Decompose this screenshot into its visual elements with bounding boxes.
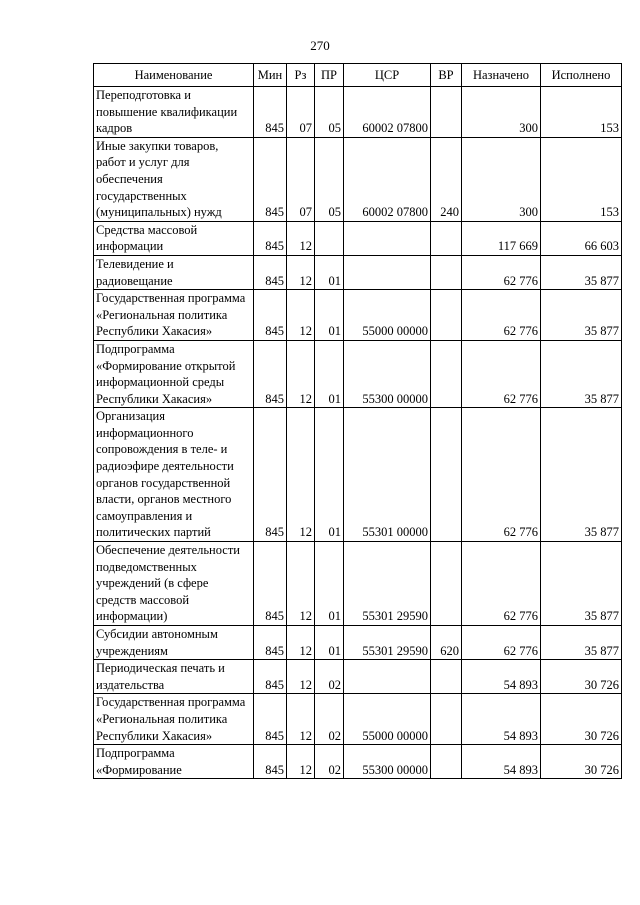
row-vr: 240 (431, 137, 462, 221)
table-row (94, 660, 622, 694)
row-min: 845 (254, 255, 287, 289)
row-assigned: 300 (462, 87, 541, 138)
row-assigned: 62 776 (462, 340, 541, 407)
table-row (94, 626, 622, 660)
row-executed: 35 877 (541, 340, 622, 407)
row-name: Обеспечение деятельности подведомственных учреждений (в сфере средств массовой информации) (94, 542, 254, 626)
budget-table (93, 63, 622, 779)
row-assigned: 62 776 (462, 290, 541, 341)
table-row (94, 290, 622, 341)
row-pr: 01 (315, 255, 344, 289)
row-name: Периодическая печать и издательства (94, 660, 254, 694)
table-header (94, 64, 622, 87)
row-executed: 153 (541, 137, 622, 221)
row-vr (431, 221, 462, 255)
row-pr (315, 221, 344, 255)
row-csr (344, 255, 431, 289)
page-number: 270 (310, 38, 330, 53)
row-pr: 02 (315, 694, 344, 745)
row-vr: 620 (431, 626, 462, 660)
row-assigned: 62 776 (462, 255, 541, 289)
row-csr: 60002 07800 (344, 87, 431, 138)
row-min: 845 (254, 408, 287, 542)
row-min: 845 (254, 694, 287, 745)
header-name: Наименование (94, 64, 254, 87)
row-assigned: 300 (462, 137, 541, 221)
row-csr: 55300 00000 (344, 745, 431, 779)
row-rz: 12 (287, 626, 315, 660)
row-csr: 55000 00000 (344, 290, 431, 341)
row-name: Средства массовой информации (94, 221, 254, 255)
row-executed: 35 877 (541, 542, 622, 626)
row-min: 845 (254, 87, 287, 138)
row-csr: 55300 00000 (344, 340, 431, 407)
row-name: Телевидение и радиовещание (94, 255, 254, 289)
row-assigned: 117 669 (462, 221, 541, 255)
row-pr: 02 (315, 660, 344, 694)
row-csr: 55000 00000 (344, 694, 431, 745)
row-executed: 35 877 (541, 255, 622, 289)
row-rz: 12 (287, 542, 315, 626)
row-name: Иные закупки товаров, работ и услуг для обеспечения государственных (муниципальных) нужд (94, 137, 254, 221)
row-min: 845 (254, 660, 287, 694)
row-name: Субсидии автономным учреждениям (94, 626, 254, 660)
row-rz: 12 (287, 290, 315, 341)
row-min: 845 (254, 290, 287, 341)
table-row (94, 221, 622, 255)
row-rz: 07 (287, 137, 315, 221)
row-pr: 02 (315, 745, 344, 779)
row-rz: 12 (287, 221, 315, 255)
header-pr: ПР (315, 64, 344, 87)
row-pr: 05 (315, 87, 344, 138)
row-csr: 55301 00000 (344, 408, 431, 542)
row-executed: 35 877 (541, 626, 622, 660)
row-vr (431, 745, 462, 779)
header-rz: Рз (287, 64, 315, 87)
row-executed: 30 726 (541, 745, 622, 779)
row-vr (431, 660, 462, 694)
row-name: Государственная программа «Региональная политика Республики Хакасия» (94, 694, 254, 745)
table-body (94, 87, 622, 779)
header-assigned: Назначено (462, 64, 541, 87)
row-vr (431, 340, 462, 407)
row-vr (431, 87, 462, 138)
row-vr (431, 255, 462, 289)
row-assigned: 54 893 (462, 660, 541, 694)
row-vr (431, 290, 462, 341)
header-csr: ЦСР (344, 64, 431, 87)
row-executed: 30 726 (541, 660, 622, 694)
row-pr: 01 (315, 542, 344, 626)
row-name: Государственная программа «Региональная политика Республики Хакасия» (94, 290, 254, 341)
row-pr: 01 (315, 408, 344, 542)
row-rz: 12 (287, 255, 315, 289)
row-executed: 153 (541, 87, 622, 138)
row-assigned: 54 893 (462, 694, 541, 745)
row-name: Переподготовка и повышение квалификации кадров (94, 87, 254, 138)
row-csr: 55301 29590 (344, 626, 431, 660)
row-min: 845 (254, 745, 287, 779)
header-executed: Исполнено (541, 64, 622, 87)
row-min: 845 (254, 340, 287, 407)
header-vr: ВР (431, 64, 462, 87)
table-row (94, 137, 622, 221)
row-executed: 66 603 (541, 221, 622, 255)
row-csr (344, 660, 431, 694)
table-row (94, 745, 622, 779)
row-pr: 01 (315, 626, 344, 660)
row-csr (344, 221, 431, 255)
row-vr (431, 542, 462, 626)
row-assigned: 54 893 (462, 745, 541, 779)
row-pr: 01 (315, 290, 344, 341)
header-row (94, 64, 622, 87)
row-pr: 05 (315, 137, 344, 221)
row-executed: 30 726 (541, 694, 622, 745)
row-min: 845 (254, 137, 287, 221)
row-min: 845 (254, 542, 287, 626)
row-executed: 35 877 (541, 408, 622, 542)
table-row (94, 87, 622, 138)
row-rz: 07 (287, 87, 315, 138)
row-rz: 12 (287, 694, 315, 745)
row-assigned: 62 776 (462, 408, 541, 542)
row-name: Подпрограмма «Формирование (94, 745, 254, 779)
row-rz: 12 (287, 660, 315, 694)
row-name: Подпрограмма «Формирование открытой информационной среды Республики Хакасия» (94, 340, 254, 407)
row-vr (431, 408, 462, 542)
row-assigned: 62 776 (462, 626, 541, 660)
row-min: 845 (254, 626, 287, 660)
table-row (94, 408, 622, 542)
row-rz: 12 (287, 408, 315, 542)
row-vr (431, 694, 462, 745)
table-row (94, 694, 622, 745)
table-row (94, 542, 622, 626)
row-name: Организация информационного сопровождения в теле- и радиоэфире деятельности органов государственной власти, органов местного самоуправления и политических партий (94, 408, 254, 542)
row-csr: 55301 29590 (344, 542, 431, 626)
header-min: Мин (254, 64, 287, 87)
table-row (94, 255, 622, 289)
table-row (94, 340, 622, 407)
row-assigned: 62 776 (462, 542, 541, 626)
row-rz: 12 (287, 745, 315, 779)
row-executed: 35 877 (541, 290, 622, 341)
row-min: 845 (254, 221, 287, 255)
row-pr: 01 (315, 340, 344, 407)
row-csr: 60002 07800 (344, 137, 431, 221)
row-rz: 12 (287, 340, 315, 407)
